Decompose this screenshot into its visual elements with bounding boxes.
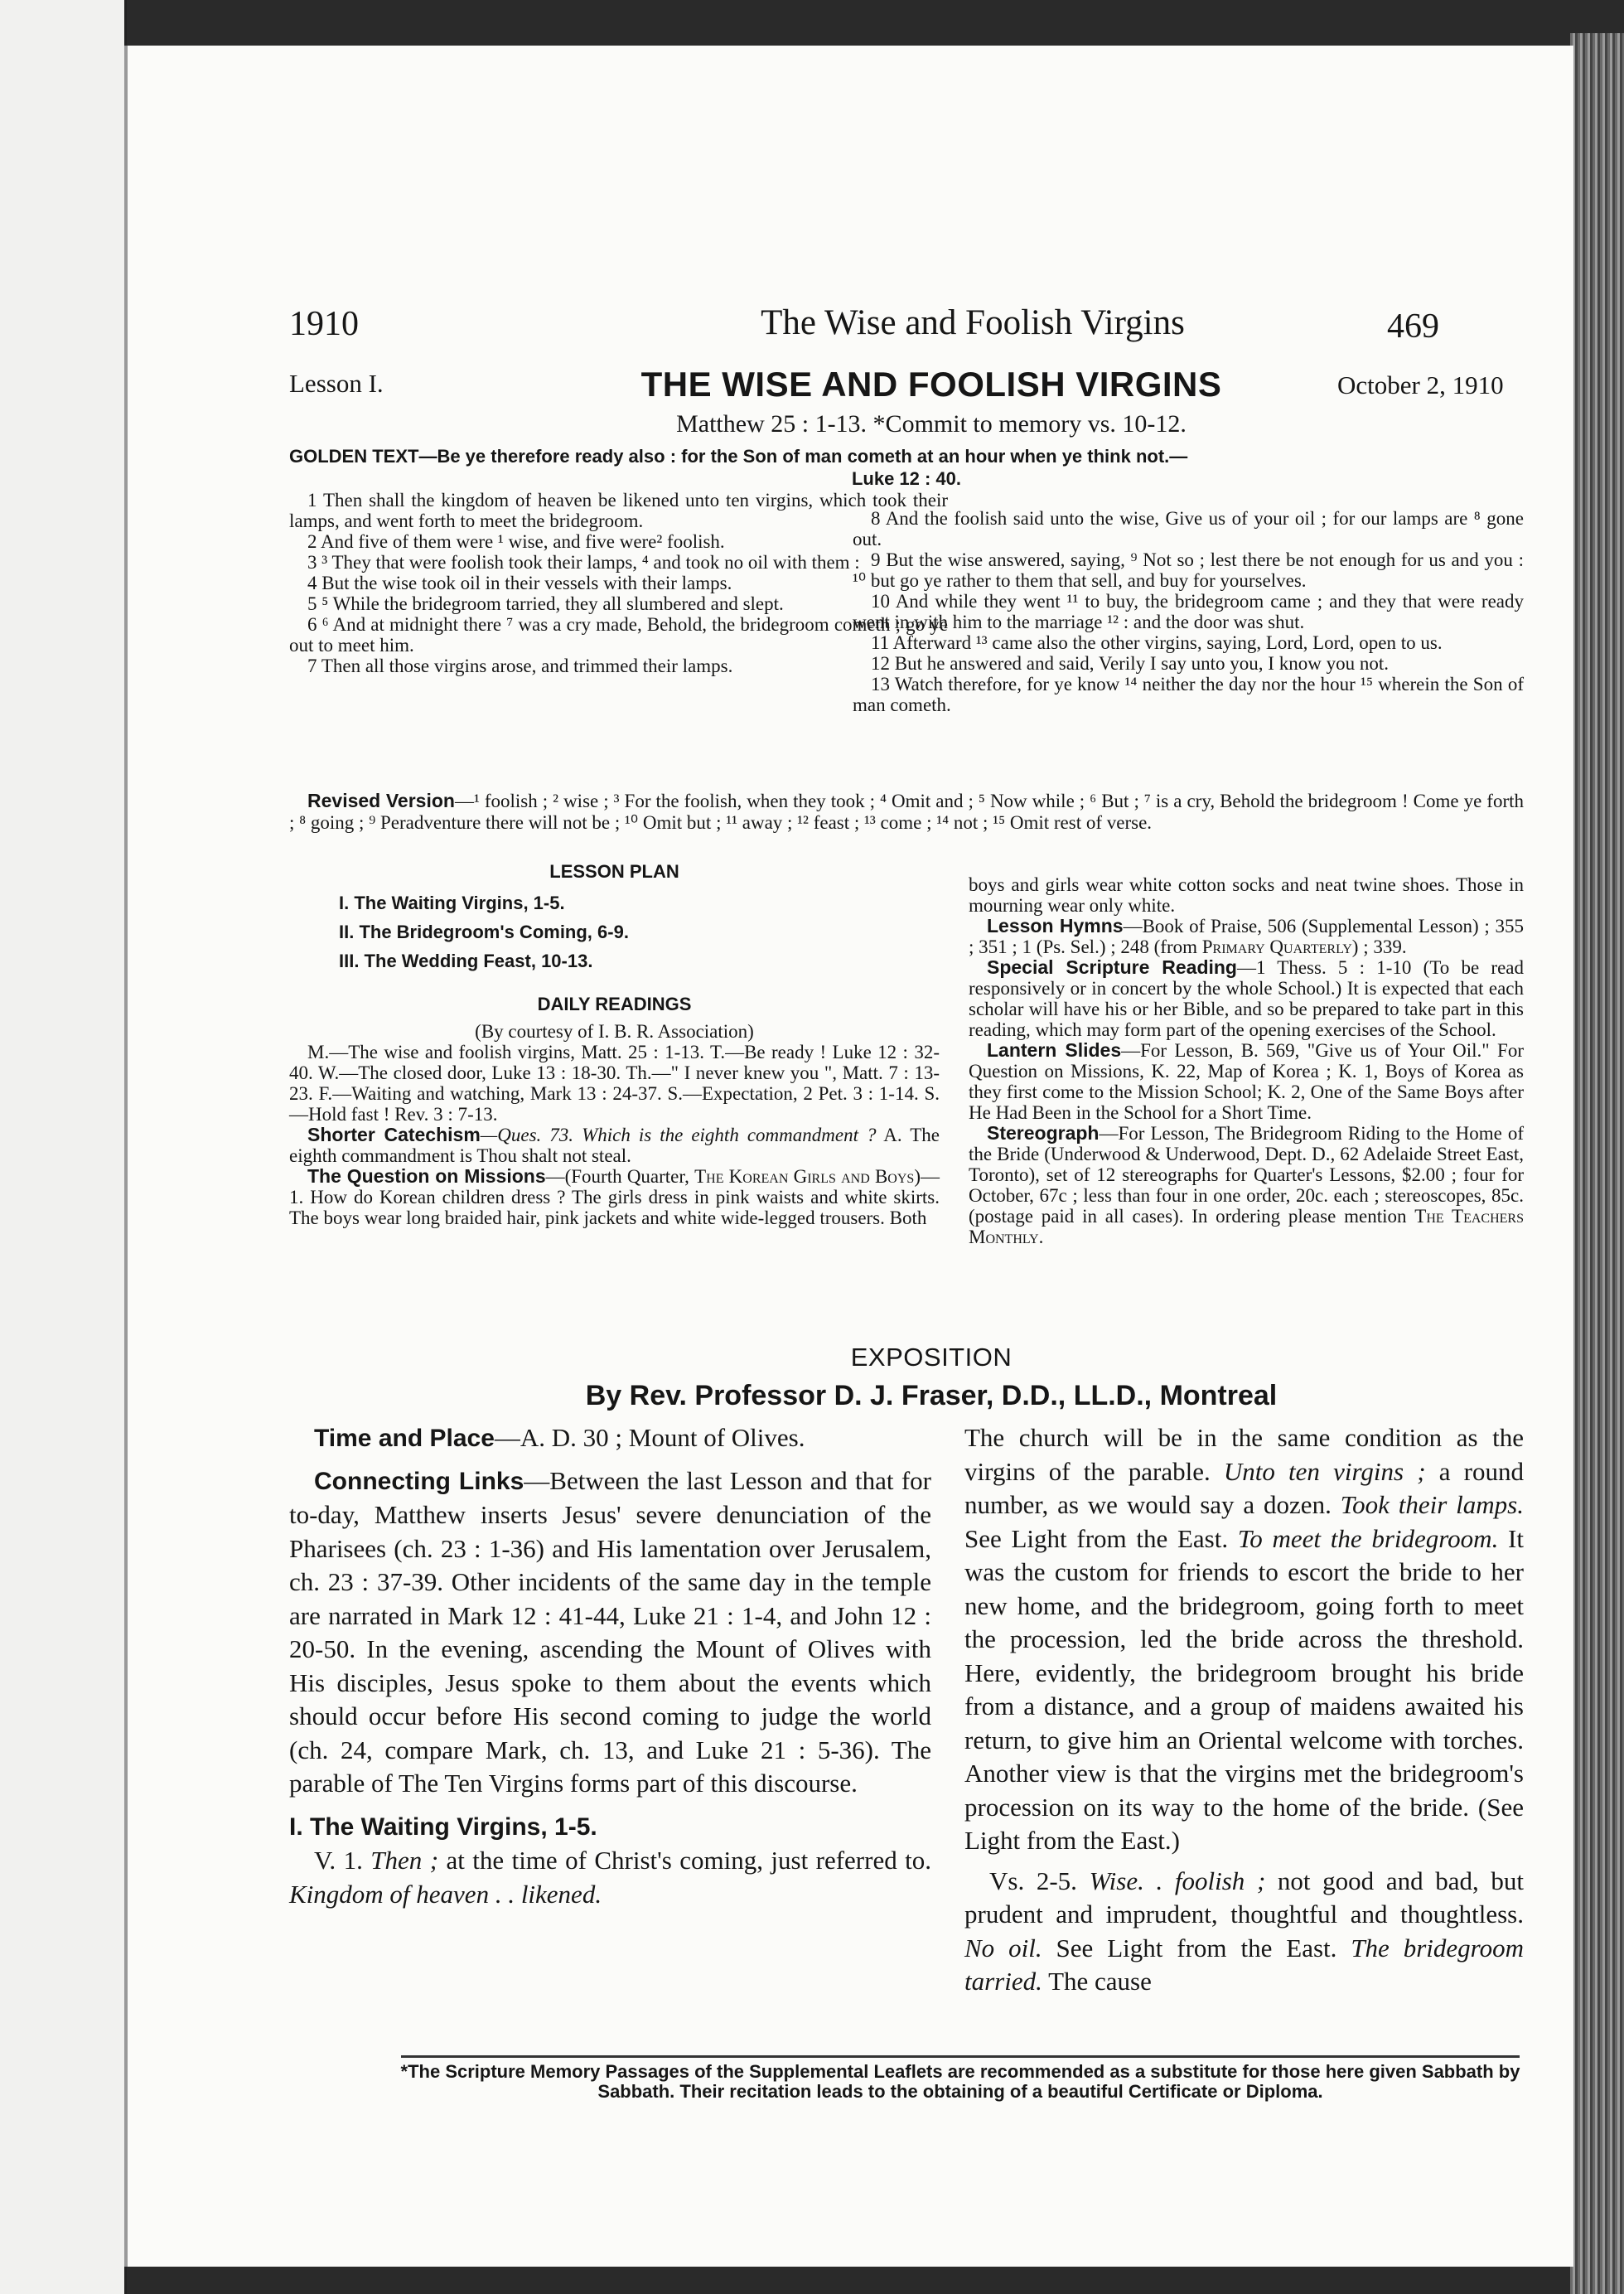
exposition-text: Vs. 2-5. [989, 1866, 1090, 1895]
time-place-text: —A. D. 30 ; Mount of Olives. [494, 1423, 805, 1452]
left-notes-column [289, 858, 940, 1228]
revised-version-label: Revised Version [307, 790, 455, 811]
verse: 1 Then shall the kingdom of heaven be likened unto ten virgins, which took their lamps, and went forth to meet the bridegroom. [289, 490, 948, 531]
page-number: 469 [1387, 307, 1439, 346]
exposition-text: The church will be in the same condition as the virgins of the parable. [964, 1423, 1524, 1486]
verse: 11 Afterward ¹³ came also the other virgins, saying, Lord, Lord, open to us. [871, 632, 1443, 653]
exposition-text: The cause [1042, 1967, 1152, 1996]
lesson-plan-item: III. The Wedding Feast, 10-13. [339, 951, 593, 971]
lesson-plan-title: LESSON PLAN [549, 861, 679, 882]
lesson-hymns-text: —Book of Praise, 506 (Supplemental Lesson) ; 355 ; 351 ; 1 (Ps. Sel.) ; 248 (from [969, 916, 1524, 957]
lantern-slides-label: Lantern Slides [987, 1039, 1122, 1061]
v1-text: at the time of Christ's coming, just referred to. [438, 1846, 931, 1875]
verse-ref: V. 1. [314, 1846, 371, 1875]
lantern-slides-text: —For Lesson, B. 569, "Give us of Your Oil." For Question on Missions, K. 22, Map of Korea ; K. 1, Boys of Korea as they first come to the Mission School; K. 2, One of the Same Boys after He Had Been in the School for a Short Time. [969, 1040, 1524, 1123]
special-scripture-text: —1 Thess. 5 : 1-10 (To be read responsively or in concert by the whole School.) It is expected that each scholar will have his or her Bible, and so be prepared to take part in this reading, which may form part of the opening exercises of the School. [969, 957, 1524, 1040]
connecting-links-text: —Between the last Lesson and that for to-day, Matthew inserts Jesus' severe denunciation of the Pharisees (ch. 23 : 1-36) and His lamentation over Jerusalem, ch. 23 : 37-39. Other incidents of the same day in the temple are narrated in Mark 12 : 41-44, Luke 21 : 1-4, and John 12 : 20-50. In the evening, ascending the Mount of Olives with His disciples, Jesus spoke to them about the events which should occur before His second coming to judge the world (ch. 24, compare Mark, ch. 13, and Luke 21 : 5-36). The parable of The Ten Virgins forms part of this discourse. [289, 1465, 931, 1798]
daily-readings-text: M.—The wise and foolish virgins, Matt. 25 : 1-13. T.—Be ready ! Luke 12 : 32-40. W.—The closed door, Luke 13 : 18-30. Th.—" I never knew you ", Matt. 7 : 13-23. F.—Waiting and watching, Mark 13 : 24-37. S.—Expectation, 2 Pet. 3 : 1-14. S.—Hold fast ! Rev. 3 : 7-13. [289, 1042, 940, 1125]
exposition-text: not good and bad, but prudent and imprudent, thoughtful and thoughtless. [964, 1866, 1524, 1929]
primary-quarterly: Primary Quarterly [1201, 936, 1352, 957]
verse: 2 And five of them were ¹ wise, and five were² foolish. [307, 531, 725, 552]
exposition-title: EXPOSITION [850, 1343, 1013, 1372]
missions-question-label: The Question on Missions [307, 1165, 546, 1187]
revised-version-text: —¹ foolish ; ² wise ; ³ For the foolish, when they took ; ⁴ Omit and ; ⁵ Now while ; ⁶ But ; ⁷ is a cry, Behold the bridegroom ! Come ye forth ; ⁸ going ; ⁹ Peradventure there will not be ; ¹⁰ Omit but ; ¹¹ away ; ¹² feast ; ¹³ come ; ¹⁴ not ; ¹⁵ Omit rest of verse. [289, 791, 1524, 833]
kingdom-term: Kingdom of heaven . . likened. [289, 1879, 602, 1909]
shorter-catechism-label: Shorter Catechism [307, 1124, 481, 1145]
verse: 8 And the foolish said unto the wise, Give us of your oil ; for our lamps are ⁸ gone out. [853, 508, 1524, 549]
exposition-left-column [289, 1421, 931, 1911]
italic-term: Took their lamps. [1340, 1490, 1524, 1519]
exposition-author: By Rev. Professor D. J. Fraser, D.D., LL.D., Montreal [585, 1380, 1278, 1411]
missions-source: The Korean Girls and Boys [694, 1166, 915, 1187]
facing-page-edge [0, 0, 127, 2294]
exposition-text: See Light from the East. [964, 1523, 1238, 1553]
scripture-reference: Matthew 25 : 1-13. *Commit to memory vs. 10-12. [676, 410, 1187, 438]
daily-readings-courtesy: (By courtesy of I. B. R. Association) [475, 1021, 754, 1042]
special-scripture-label: Special Scripture Reading [987, 956, 1237, 978]
italic-term: No oil. [964, 1933, 1042, 1962]
section-heading: I. The Waiting Virgins, 1-5. [289, 1812, 597, 1841]
stereograph-text: —For Lesson, The Bridegroom Riding to the Home of the Bride (Underwood & Underwood, Dept. D., 62 Adelaide Street East, Toronto), set of 12 stereographs for Quarter's Lessons, $2.00 ; four for October, 67c ; less than four in one order, 20c. each ; stereoscopes, 85c. (postage paid in all cases). In ordering please mention [969, 1123, 1524, 1227]
golden-text-line: GOLDEN TEXT—Be ye therefore ready also : for the Son of man cometh at an hour when ye think not.— [289, 446, 1188, 467]
document-page [124, 46, 1573, 2267]
exposition-text: See Light from the East. [1042, 1933, 1351, 1962]
missions-text: )—1. How do Korean children dress ? The girls dress in pink waists and white skirts. The boys wear long braided hair, pink jackets and white wide-legged trousers. Both [289, 1166, 940, 1228]
lesson-number: Lesson I. [289, 369, 384, 398]
verse: 10 And while they went ¹¹ to buy, the bridegroom came ; and they that were ready went in with him to the marriage ¹² : and the door was shut. [853, 591, 1524, 632]
verse: 5 ⁵ While the bridegroom tarried, they all slumbered and slept. [307, 593, 784, 614]
missions-source-prefix: —(Fourth Quarter, [545, 1166, 695, 1187]
catechism-answer: A. The eighth commandment is Thou shalt not steal. [289, 1125, 940, 1166]
verse: 3 ³ They that were foolish took their lamps, ⁴ and took no oil with them : [307, 552, 860, 573]
exposition-text: a round number, as we would say a dozen. [964, 1456, 1524, 1519]
italic-term: The bridegroom tarried. [964, 1933, 1524, 1996]
verse: 7 Then all those virgins arose, and trimmed their lamps. [307, 656, 733, 676]
daily-readings-title: DAILY READINGS [537, 994, 692, 1014]
connecting-links-label: Connecting Links [314, 1467, 524, 1495]
right-notes-column [969, 874, 1524, 1247]
lesson-plan-item: I. The Waiting Virgins, 1-5. [339, 893, 565, 913]
then-term: Then ; [370, 1846, 439, 1875]
footnote-divider [401, 2055, 1520, 2058]
verse: 9 But the wise answered, saying, ⁹ Not so ; lest there be not enough for us and you : ¹⁰ but go ye rather to them that sell, and buy for yourselves. [853, 549, 1524, 591]
verse: 6 ⁶ And at midnight there ⁷ was a cry made, Behold, the bridegroom cometh ; go ye out to meet him. [289, 614, 948, 656]
lesson-date: October 2, 1910 [1337, 370, 1504, 399]
italic-term: Unto ten virgins ; [1223, 1456, 1426, 1486]
header-year: 1910 [289, 305, 359, 343]
golden-text [289, 445, 1524, 490]
verse: 13 Watch therefore, for ye know ¹⁴ neither the day nor the hour ¹⁵ wherein the Son of man cometh. [853, 674, 1524, 715]
verse: 4 But the wise took oil in their vessels with their lamps. [307, 573, 732, 593]
exposition-text: It was the custom for friends to escort the bride to her new home, and the bridegroom, going forth to meet the procession, led the bride across the threshold. Here, evidently, the bridegroom brought his bride from a distance, and a group of maidens awaited his return, to give him an Oriental welcome with torches. Another view is that the virgins met the bridegroom's procession on its way to the home of the bride. (See Light from the East.) [964, 1523, 1524, 1855]
header-title: The Wise and Foolish Virgins [761, 303, 1185, 342]
book-page-edges [1570, 33, 1624, 2294]
lesson-title: THE WISE AND FOOLISH VIRGINS [640, 365, 1222, 404]
lesson-plan-item: II. The Bridegroom's Coming, 6-9. [339, 922, 629, 942]
revised-version [289, 790, 1524, 834]
lesson-hymns-end: ) ; 339. [1351, 936, 1407, 957]
footnote: *The Scripture Memory Passages of the Supplemental Leaflets are recommended as a substitute for those here given Sabbath by Sabbath. Their recitation leads to the obtaining of a beautiful Certificate or Diploma. [400, 2061, 1520, 2102]
stereograph-label: Stereograph [987, 1122, 1100, 1144]
verses-right-column [853, 508, 1524, 715]
time-place-label: Time and Place [314, 1425, 495, 1452]
lesson-hymns-label: Lesson Hymns [987, 915, 1124, 936]
golden-text-reference: Luke 12 : 40. [851, 468, 962, 489]
catechism-question: —Ques. 73. Which is the eighth commandment ? [480, 1125, 877, 1145]
teachers-monthly: The Teachers Monthly. [969, 1206, 1524, 1247]
verses-left-column [289, 490, 948, 676]
missions-continuation: boys and girls wear white cotton socks and neat twine shoes. Those in mourning wear only white. [969, 874, 1524, 916]
italic-term: Wise. . foolish ; [1089, 1866, 1266, 1895]
italic-term: To meet the bridegroom. [1237, 1523, 1499, 1553]
verse: 12 But he answered and said, Verily I say unto you, I know you not. [871, 653, 1389, 674]
exposition-right-column [964, 1421, 1524, 1999]
